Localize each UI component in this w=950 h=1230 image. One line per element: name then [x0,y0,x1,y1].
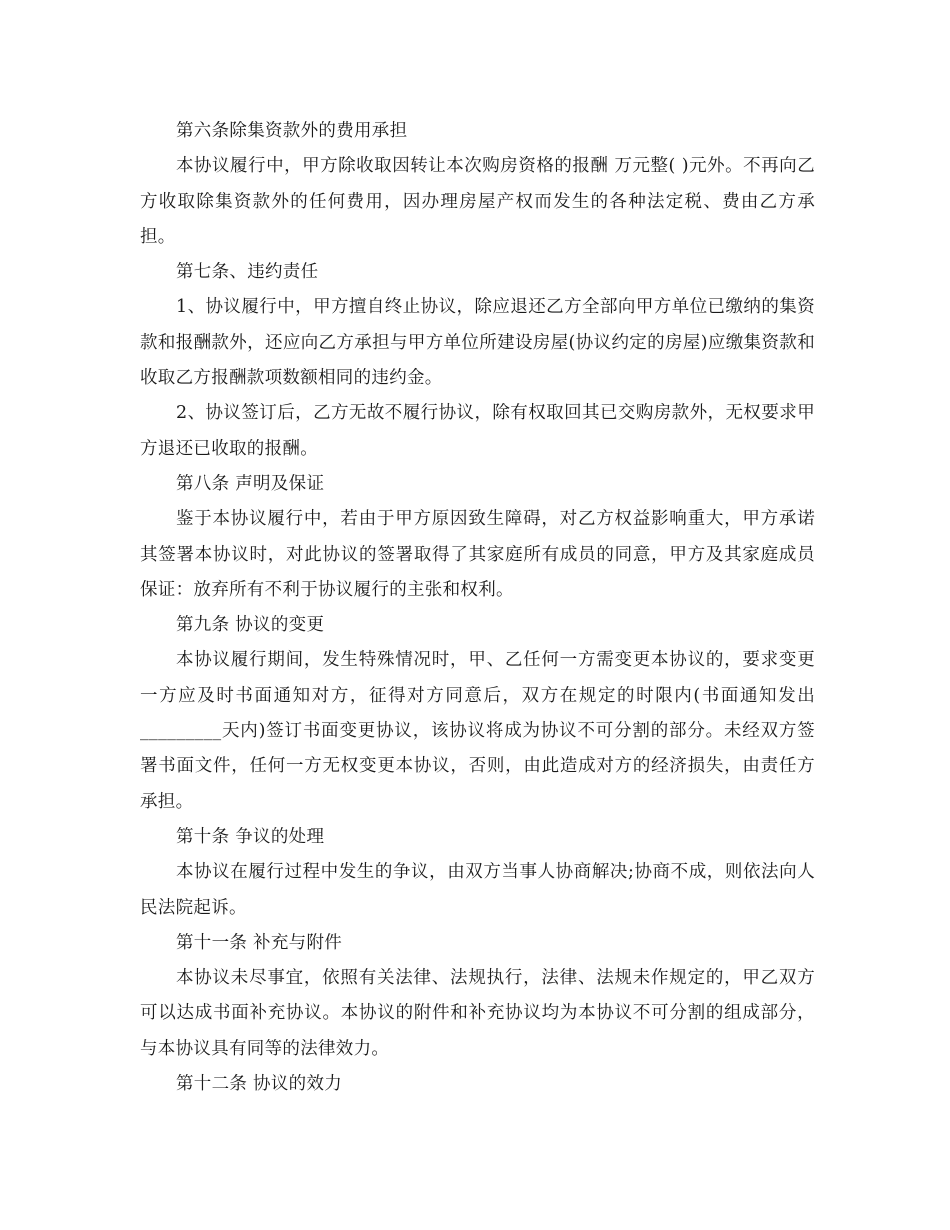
article-6-heading: 第六条除集资款外的费用承担 [176,121,408,141]
article-10-body: 本协议在履行过程中发生的争议，由双方当事人协商解决;协商不成，则依法向人民法院起诉。 [140,862,815,918]
article-8-heading: 第八条 声明及保证 [176,473,325,494]
article-11-heading: 第十一条 补充与附件 [176,932,343,953]
article-9-heading: 第九条 协议的变更 [176,615,325,636]
article-10-heading: 第十条 争议的处理 [176,826,325,847]
document-page [140,114,815,1102]
article-7-clause-1: 1、协议履行中，甲方擅自终止协议，除应退还乙方全部向甲方单位已缴纳的集资款和报酬款外，还应向乙方承担与甲方单位所建设房屋(协议约定的房屋)应缴集资款和收取乙方报酬款项数额相同的违约金。 [140,297,815,389]
article-9-body: 本协议履行期间，发生特殊情况时，甲、乙任何一方需变更本协议的，要求变更一方应及时书面通知对方，征得对方同意后，双方在规定的时限内(书面通知发出_________天内)签订书面变更协议，该协议将成为协议不可分割的部分。未经双方签署书面文件，任何一方无权变更本协议，否则，由此造成对方的经济损失，由责任方承担。 [140,650,815,812]
article-7-clause-2: 2、协议签订后，乙方无故不履行协议，除有权取回其已交购房款外，无权要求甲方退还已收取的报酬。 [140,403,815,459]
article-11-body: 本协议未尽事宜，依照有关法律、法规执行，法律、法规未作规定的，甲乙双方可以达成书面补充协议。本协议的附件和补充协议均为本协议不可分割的组成部分，与本协议具有同等的法律效力。 [140,968,815,1059]
article-6-body: 本协议履行中，甲方除收取因转让本次购房资格的报酬 万元整( )元外。不再向乙方收取除集资款外的任何费用，因办理房屋产权而发生的各种法定税、费由乙方承担。 [140,156,815,247]
article-7-heading: 第七条、违约责任 [176,262,319,283]
article-8-body: 鉴于本协议履行中，若由于甲方原因致生障碍，对乙方权益影响重大，甲方承诺其签署本协议时，对此协议的签署取得了其家庭所有成员的同意，甲方及其家庭成员保证：放弃所有不利于协议履行的主张和权利。 [140,509,815,600]
article-12-heading: 第十二条 协议的效力 [176,1074,343,1095]
